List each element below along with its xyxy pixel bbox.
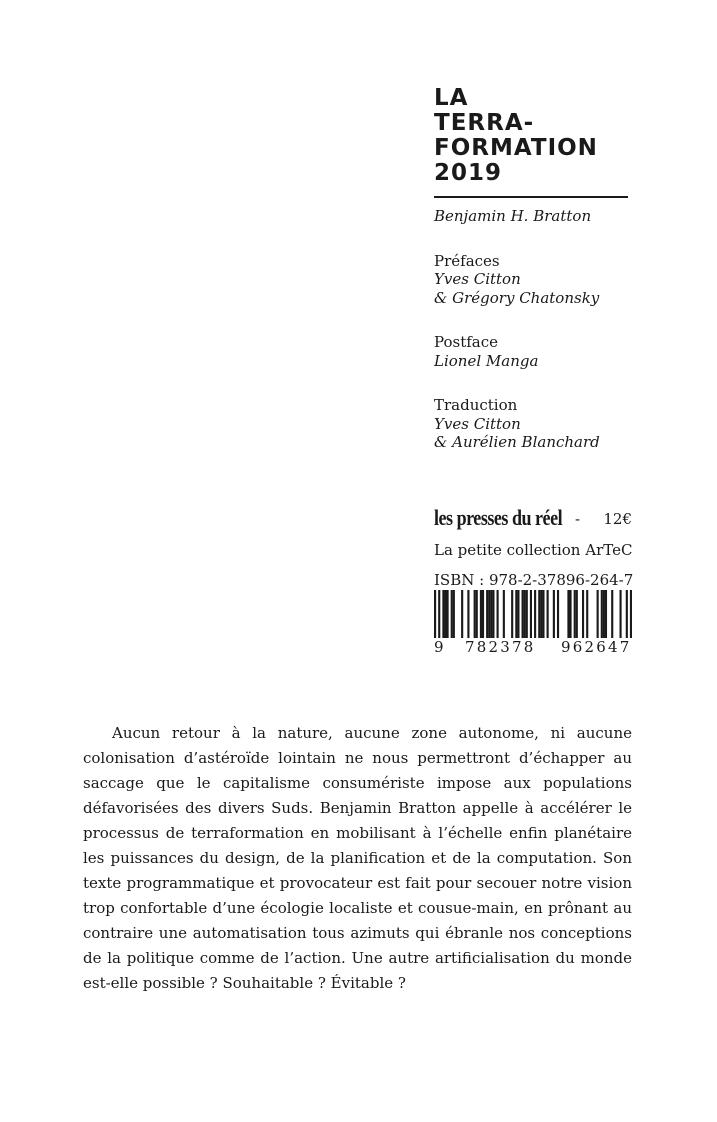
title-line: TERRA- <box>434 110 535 136</box>
back-cover-text: Aucun retour à la nature, aucune zone autonome, ni aucune colonisation d’astéroïde lointain ne nous permettront d’échapper au saccage que le capitalisme consumériste impose aux populations défavorisées des divers Suds. Benjamin Bratton appelle à accélérer le processus de terraformation en mobilisant à l’échelle enfin planétaire les puissances du design, de la planification et de la computation. Son texte programmatique et provocateur est fait pour secouer notre vision trop confortable d’une écologie localiste et cousue-main, en prônant au contraire une automatisation tous azimuts qui ébranle nos conceptions de la politique comme de l’action. Une autre artificialisation du monde est-elle possible ? Souhaitable ? Évitable ? <box>83 724 632 992</box>
barcode-bar <box>517 590 519 638</box>
barcode-bar <box>503 590 505 638</box>
barcode-bar <box>492 590 494 638</box>
barcode-bar <box>626 590 628 638</box>
barcode-bar <box>438 590 440 638</box>
barcode-first-digit: 9 <box>434 638 444 656</box>
author-name: Benjamin H. Bratton <box>434 207 592 225</box>
barcode-bar <box>542 590 544 638</box>
barcode-bar <box>603 590 605 638</box>
postface-author: Lionel Manga <box>434 351 539 370</box>
barcode <box>434 590 632 638</box>
barcode-bar <box>611 590 613 638</box>
credits <box>434 207 664 478</box>
barcode-left-group: 782378 <box>465 638 536 656</box>
title-line: LA <box>434 85 469 111</box>
barcode-bar <box>522 590 524 638</box>
price: 12€ <box>603 510 632 528</box>
translation-block <box>434 396 664 452</box>
barcode-bar <box>488 590 490 638</box>
title-divider <box>434 196 628 198</box>
barcode-bar <box>567 590 569 638</box>
publisher-logo: les presses du réel <box>434 505 563 530</box>
barcode-bar <box>569 590 571 638</box>
barcode-bar <box>480 590 482 638</box>
postface-label: Postface <box>434 333 499 351</box>
title-line: 2019 <box>434 160 503 186</box>
translator-name: & Aurélien Blanchard <box>434 433 600 451</box>
barcode-bar <box>497 590 499 638</box>
barcode-bar <box>597 590 599 638</box>
barcode-bar <box>490 590 492 638</box>
barcode-bar <box>530 590 532 638</box>
isbn: ISBN : 978-2-37896-264-7 <box>434 571 634 589</box>
postface-block <box>434 333 664 370</box>
title-line: FORMATION <box>434 135 598 161</box>
preface-author: Yves Citton <box>434 270 521 288</box>
translation-label: Traduction <box>434 396 518 414</box>
translator-name: Yves Citton <box>434 414 521 433</box>
collection-name: La petite collection ArTeC <box>434 541 633 559</box>
barcode-bar <box>447 590 449 638</box>
barcode-bar <box>444 590 446 638</box>
barcode-bar <box>442 590 444 638</box>
barcode-bar <box>605 590 607 638</box>
barcode-bar <box>630 590 632 638</box>
barcode-bar <box>582 590 584 638</box>
barcode-bar <box>538 590 540 638</box>
barcode-bar <box>453 590 455 638</box>
barcode-bar <box>619 590 621 638</box>
barcode-bar <box>434 590 436 638</box>
barcode-bar <box>576 590 578 638</box>
barcode-bar <box>476 590 478 638</box>
barcode-bar <box>524 590 526 638</box>
barcode-bar <box>540 590 542 638</box>
prefaces-label: Préfaces <box>434 251 500 270</box>
barcode-bar <box>486 590 488 638</box>
preface-author: & Grégory Chatonsky <box>434 288 600 307</box>
barcode-bar <box>461 590 463 638</box>
barcode-bar <box>467 590 469 638</box>
barcode-bar <box>451 590 453 638</box>
barcode-bar <box>482 590 484 638</box>
prefaces-block <box>434 252 664 308</box>
barcode-bar <box>515 590 517 638</box>
barcode-bar <box>574 590 576 638</box>
barcode-bar <box>601 590 603 638</box>
barcode-bar <box>526 590 528 638</box>
barcode-right-group: 962647 <box>561 638 632 656</box>
barcode-bar <box>511 590 513 638</box>
price-separator: - <box>575 510 581 528</box>
barcode-bar <box>553 590 555 638</box>
barcode-bar <box>586 590 588 638</box>
barcode-bar <box>557 590 559 638</box>
book-title <box>434 86 634 186</box>
barcode-bar <box>474 590 476 638</box>
barcode-bar <box>534 590 536 638</box>
publisher-row <box>434 505 634 535</box>
barcode-bar <box>547 590 549 638</box>
